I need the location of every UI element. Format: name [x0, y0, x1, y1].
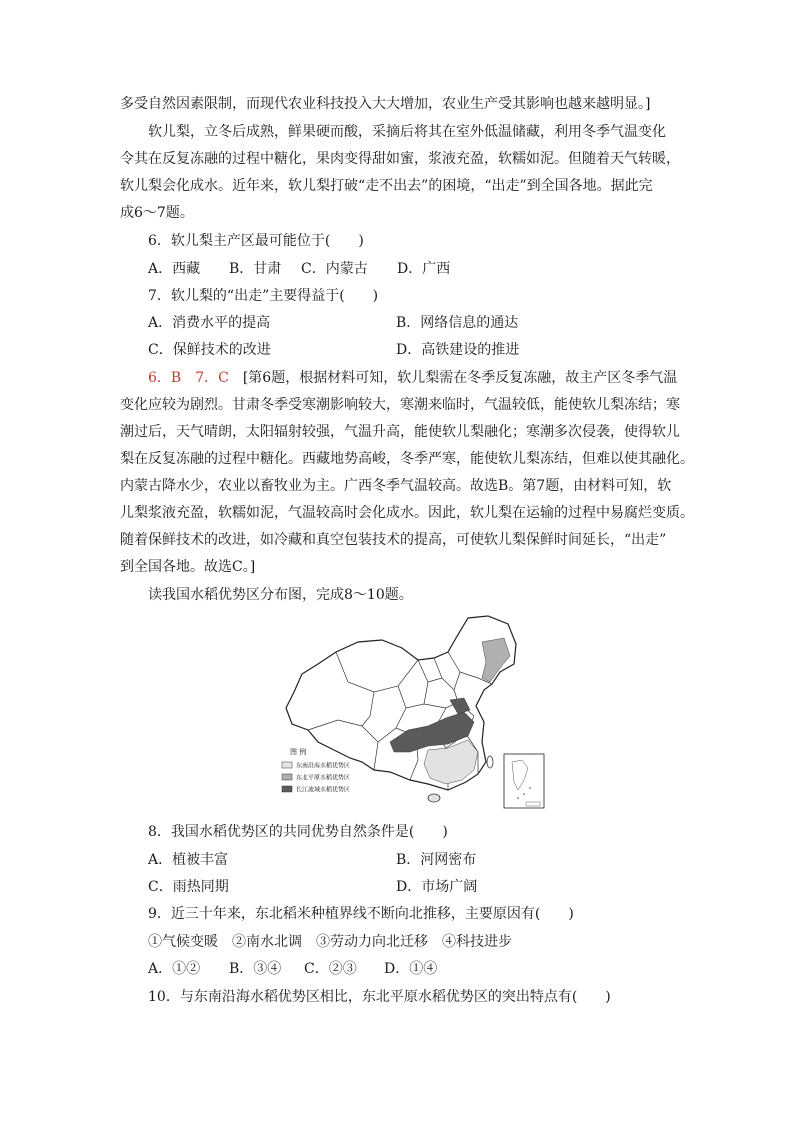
answer-explanation-line: 梨在反复冻融的过程中糖化。西藏地势高峻，冬季严寒，能使软儿梨冻结，但难以使其融化。 — [120, 451, 694, 467]
china-map-svg — [278, 612, 548, 812]
legend-swatch-yangtze — [282, 786, 292, 792]
q9-option-a: A．①② — [148, 961, 201, 977]
question-7-stem: 7．软儿梨的“出走”主要得益于( ) — [148, 288, 379, 304]
q8-option-c: C．雨热同期 — [148, 879, 229, 895]
question-8-stem: 8．我国水稻优势区的共同优势自然条件是( ) — [148, 824, 448, 840]
text-line: 多受自然因素限制，而现代农业科技投入大大增加，农业生产受其影响也越来越明显。] — [120, 96, 651, 112]
text-line: 软儿梨，立冬后成熟，鲜果硬而酸，采摘后将其在室外低温储藏，利用冬季气温变化 — [148, 124, 666, 140]
south-china-sea-inset — [504, 754, 544, 808]
legend-label-yangtze: 长江流域水稻优势区 — [296, 786, 351, 794]
q8-option-b: B．河网密布 — [396, 852, 477, 868]
q7-option-d: D．高铁建设的推进 — [396, 342, 520, 358]
answer-explanation-line: 变化应较为剧烈。甘肃冬季受寒潮影响较大，寒潮来临时，气温较低，能使软儿梨冻结；寒 — [120, 397, 680, 413]
q7-option-a: A．消费水平的提高 — [148, 315, 271, 331]
q6-option-b: B．甘肃 — [229, 261, 282, 277]
q8-option-d: D．市场广阔 — [396, 879, 478, 895]
q8-option-a: A．植被丰富 — [148, 852, 229, 868]
hainan-island — [428, 794, 440, 802]
answer-key: 6．B 7．C — [148, 370, 229, 386]
q7-option-c: C．保鲜技术的改进 — [148, 342, 271, 358]
answer-explanation-line: 潮过后，天气晴朗，太阳辐射较强，气温升高，能使软儿梨融化；寒潮多次侵袭，使得软儿 — [120, 424, 680, 440]
answer-explanation-line: 内蒙古降水少，农业以畜牧业为主。广西冬季气温较高。故选B。第7题，由材料可知，软 — [120, 478, 672, 494]
taiwan-island — [487, 756, 493, 768]
rice-region-map — [278, 612, 548, 812]
legend-title: 图 例 — [290, 748, 307, 756]
q6-option-d: D．广西 — [397, 261, 451, 277]
answer-explanation-line: 到全国各地。故选C。] — [120, 559, 256, 575]
text-line: 成6～7题。 — [120, 205, 194, 221]
q9-option-b: B．③④ — [229, 961, 282, 977]
text-line: 令其在反复冻融的过程中糖化，果肉变得甜如蜜，浆液充盈，软糯如泥。但随着天气转暖， — [120, 151, 680, 167]
q6-option-c: C．内蒙古 — [301, 261, 368, 277]
legend-swatch-southeast — [282, 762, 292, 768]
intro-8-10: 读我国水稻优势区分布图，完成8～10题。 — [148, 587, 413, 603]
answer-text: [第6题，根据材料可知，软儿梨需在冬季反复冻融，故主产区冬季气温 — [242, 370, 678, 386]
question-6-stem: 6．软儿梨主产区最可能位于( ) — [148, 233, 364, 249]
question-10-stem: 10．与东南沿海水稻优势区相比，东北平原水稻优势区的突出特点有( ) — [148, 989, 611, 1005]
q7-option-b: B．网络信息的通达 — [396, 315, 519, 331]
text-line: 软儿梨会化成水。近年来，软儿梨打破“走不出去”的困境，“出走”到全国各地。据此完 — [120, 178, 653, 194]
q9-option-d: D．①④ — [384, 961, 438, 977]
q9-option-c: C．②③ — [304, 961, 357, 977]
legend-swatch-northeast — [282, 774, 292, 780]
q9-items: ①气候变暖 ②南水北调 ③劳动力向北迁移 ④科技进步 — [148, 934, 512, 950]
question-9-stem: 9．近三十年来，东北稻米种植界线不断向北推移，主要原因有( ) — [148, 906, 574, 922]
q6-option-a: A．西藏 — [148, 261, 201, 277]
answer-explanation-line: 儿梨浆液充盈，软糯如泥，气温较高时会化成水。因此，软儿梨在运输的过程中易腐烂变质。 — [120, 505, 694, 521]
answer-explanation-line: 随着保鲜技术的改进，如冷藏和真空包装技术的提高，可使软儿梨保鲜时间延长，“出走” — [120, 532, 667, 548]
legend-label-northeast: 东北平原水稻优势区 — [296, 774, 351, 782]
legend-label-southeast: 东南沿海水稻优势区 — [296, 762, 351, 770]
answer-explanation-line — [148, 368, 676, 388]
